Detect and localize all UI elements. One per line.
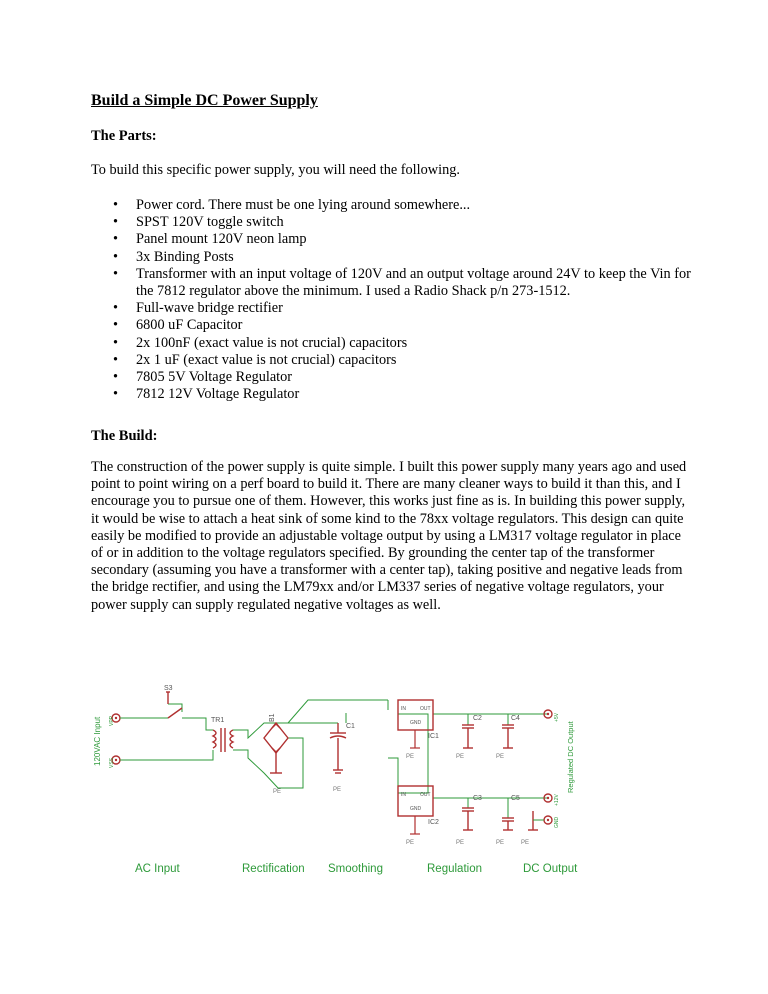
- schematic-diagram: [88, 678, 588, 883]
- transformer-label: TR1: [211, 717, 225, 724]
- parts-intro: To build this specific power supply, you will need the following.: [91, 162, 460, 178]
- c5-label: C5: [511, 795, 520, 802]
- output-capacitors: [462, 725, 538, 830]
- input-label: 120VAC Input: [93, 716, 102, 766]
- svg-text:PE: PE: [406, 840, 415, 846]
- ic1-label: IC1: [428, 733, 439, 740]
- list-item: [91, 300, 691, 317]
- stage-label-regulation: Regulation: [427, 863, 482, 875]
- list-item-text: 7805 5V Voltage Regulator: [136, 369, 293, 386]
- parts-list: [91, 197, 691, 403]
- capacitor-c1: [330, 723, 346, 773]
- c4-label: C4: [511, 715, 520, 722]
- document-title: Build a Simple DC Power Supply: [91, 92, 318, 109]
- bullet-icon: •: [113, 334, 119, 351]
- transformer-tr1: [213, 728, 233, 752]
- ic2-label: IC2: [428, 819, 439, 826]
- bullet-icon: •: [113, 214, 119, 231]
- svg-text:GND: GND: [410, 720, 422, 726]
- svg-text:PE: PE: [496, 840, 505, 846]
- c2-label: C2: [473, 715, 482, 722]
- svg-text:VPP: VPP: [109, 715, 115, 726]
- output-label: Regulated DC Output: [566, 721, 575, 793]
- svg-text:PE: PE: [406, 754, 415, 760]
- svg-text:VSS: VSS: [109, 757, 115, 768]
- svg-text:PE: PE: [456, 840, 465, 846]
- stage-label-smoothing: Smoothing: [328, 863, 383, 875]
- list-item-text: 7812 12V Voltage Regulator: [136, 386, 300, 403]
- parts-heading: The Parts:: [91, 128, 157, 144]
- svg-text:IN: IN: [401, 792, 406, 798]
- stage-label-rectification: Rectification: [242, 863, 305, 875]
- stage-label-dc-output: DC Output: [523, 863, 578, 875]
- list-item-text: Transformer with an input voltage of 120V and an output voltage around 24V to keep the Vin for the 7812 regulator above the minimum. I used a Radio Shack p/n 273-1512.: [136, 265, 691, 300]
- list-item-text: Power cord. There must be one lying around somewhere...: [136, 197, 471, 213]
- list-item: [91, 335, 691, 352]
- list-item: [91, 369, 691, 386]
- list-item: [91, 214, 691, 231]
- svg-text:PE: PE: [456, 754, 465, 760]
- output-terminals: [544, 710, 552, 824]
- list-item: [91, 249, 691, 266]
- list-item-text: Panel mount 120V neon lamp: [136, 231, 307, 248]
- bridge-label: B1: [269, 713, 276, 722]
- svg-text:GND: GND: [410, 806, 422, 812]
- bullet-icon: •: [113, 369, 119, 386]
- c1-label: C1: [346, 723, 355, 730]
- switch-s3: [166, 692, 182, 718]
- bullet-icon: •: [113, 317, 119, 334]
- wires: [120, 700, 548, 818]
- stage-labels: [135, 863, 578, 875]
- list-item-text: Full-wave bridge rectifier: [136, 300, 283, 317]
- bullet-icon: •: [113, 300, 119, 317]
- list-item: [91, 386, 691, 403]
- bullet-icon: •: [113, 248, 119, 265]
- svg-text:PE: PE: [521, 840, 530, 846]
- c3-label: C3: [473, 795, 482, 802]
- bullet-icon: •: [113, 231, 119, 248]
- bullet-icon: •: [113, 386, 119, 403]
- svg-text:OUT: OUT: [420, 706, 431, 712]
- list-item-text: 3x Binding Posts: [136, 248, 234, 265]
- list-item-text: 2x 1 uF (exact value is not crucial) capacitors: [136, 351, 397, 368]
- stage-label-ac-input: AC Input: [135, 863, 180, 875]
- svg-text:IN: IN: [401, 706, 406, 712]
- bullet-icon: •: [113, 351, 119, 368]
- list-item-text: SPST 120V toggle switch: [136, 214, 284, 231]
- list-item: [91, 266, 691, 300]
- bridge-b1: [264, 723, 288, 773]
- v12-label: +12V: [554, 794, 560, 806]
- svg-text:PE: PE: [496, 754, 505, 760]
- list-item: [91, 352, 691, 369]
- build-heading: The Build:: [91, 428, 158, 444]
- list-item-text: 2x 100nF (exact value is not crucial) capacitors: [136, 334, 408, 351]
- v5-label: +5V: [554, 712, 560, 722]
- list-item: [91, 317, 691, 334]
- list-item: [91, 197, 691, 214]
- bullet-icon: •: [113, 265, 119, 282]
- svg-text:OUT: OUT: [420, 792, 431, 798]
- list-item-text: 6800 uF Capacitor: [136, 317, 243, 334]
- bullet-icon: •: [113, 197, 119, 213]
- gnd-out-label: GND: [554, 816, 560, 828]
- ground-labels: [273, 754, 529, 846]
- svg-text:PE: PE: [273, 789, 282, 795]
- svg-text:PE: PE: [333, 787, 342, 793]
- switch-label: S3: [164, 685, 173, 692]
- list-item: [91, 231, 691, 248]
- build-paragraph: The construction of the power supply is quite simple. I built this power supply many years ago and used point to point wiring on a perf board to build it. There are many cleaner ways to build it than this, and I encourage you to pursue one of them. However, this works just fine as is. In building this power supply, it would be wise to attach a heat sink of some kind to the 78xx voltage regulators. This design can quite easily be modified to provide an adjustable voltage output by using a LM317 voltage regulator in place of or in addition to the voltage regulators specified. By grounding the center tap of the transformer secondary (assuming you have a transformer with a center tap), taking positive and negative leads from the bridge rectifier, and using the LM79xx and/or LM337 series of negative voltage regulators, your power supply can supply regulated negative voltages as well.: [91, 459, 687, 613]
